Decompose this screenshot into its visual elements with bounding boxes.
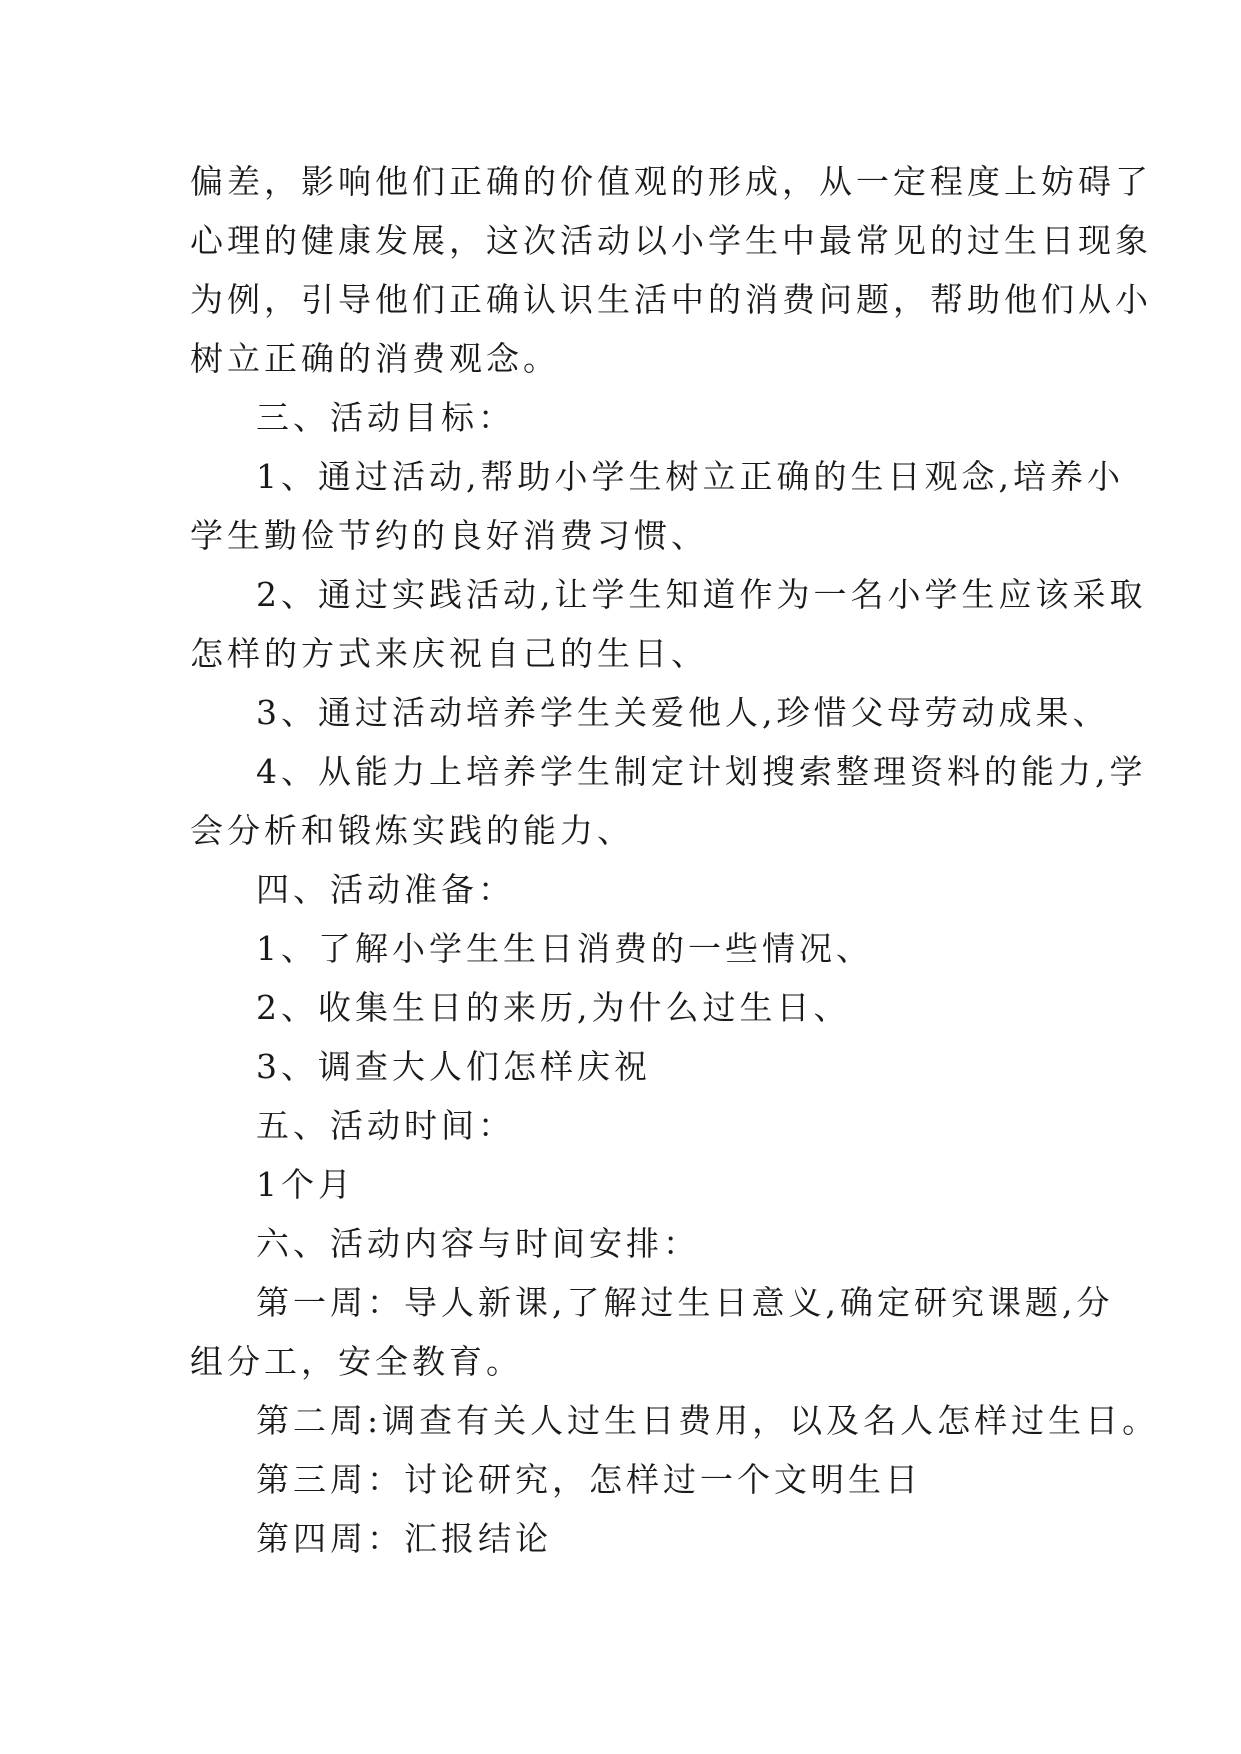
duration-text: 1个月 (256, 1165, 355, 1204)
goal-item-1-continued: 学生勤俭节约的良好消费习惯、 (190, 516, 708, 555)
paragraph-line: 偏差，影响他们正确的价值观的形成，从一定程度上妨碍了 (190, 162, 1152, 201)
paragraph-line: 树立正确的消费观念。 (190, 339, 560, 378)
paragraph-line: 为例，引导他们正确认识生活中的消费问题，帮助他们从小 (190, 280, 1152, 319)
section-heading-schedule: 六、活动内容与时间安排： (256, 1224, 700, 1263)
goal-item-4: 4、从能力上培养学生制定计划搜索整理资料的能力,学 (256, 752, 1147, 791)
preparation-item-2: 2、收集生日的来历,为什么过生日、 (256, 988, 851, 1027)
schedule-week-1: 第一周：导人新课,了解过生日意义,确定研究课题,分 (256, 1283, 1114, 1322)
section-heading-preparation: 四、活动准备： (256, 870, 515, 909)
section-heading-time: 五、活动时间： (256, 1106, 515, 1145)
goal-item-2: 2、通过实践活动,让学生知道作为一名小学生应该采取 (256, 575, 1147, 614)
schedule-week-4: 第四周：汇报结论 (256, 1519, 552, 1558)
schedule-week-1-continued: 组分工，安全教育。 (190, 1342, 523, 1381)
section-heading-goals: 三、活动目标： (256, 398, 515, 437)
preparation-item-3: 3、调查大人们怎样庆祝 (256, 1047, 651, 1086)
goal-item-2-continued: 怎样的方式来庆祝自己的生日、 (190, 634, 708, 673)
paragraph-line: 心理的健康发展，这次活动以小学生中最常见的过生日现象 (190, 221, 1152, 260)
goal-item-1: 1、通过活动,帮助小学生树立正确的生日观念,培养小 (256, 457, 1124, 496)
preparation-item-1: 1、了解小学生生日消费的一些情况、 (256, 929, 873, 968)
document-body (190, 152, 1160, 1568)
goal-item-3: 3、通过活动培养学生关爱他人,珍惜父母劳动成果、 (256, 693, 1110, 732)
schedule-week-3: 第三周：讨论研究，怎样过一个文明生日 (256, 1460, 922, 1499)
goal-item-4-continued: 会分析和锻炼实践的能力、 (190, 811, 634, 850)
schedule-week-2: 第二周:调查有关人过生日费用，以及名人怎样过生日。 (256, 1401, 1160, 1440)
